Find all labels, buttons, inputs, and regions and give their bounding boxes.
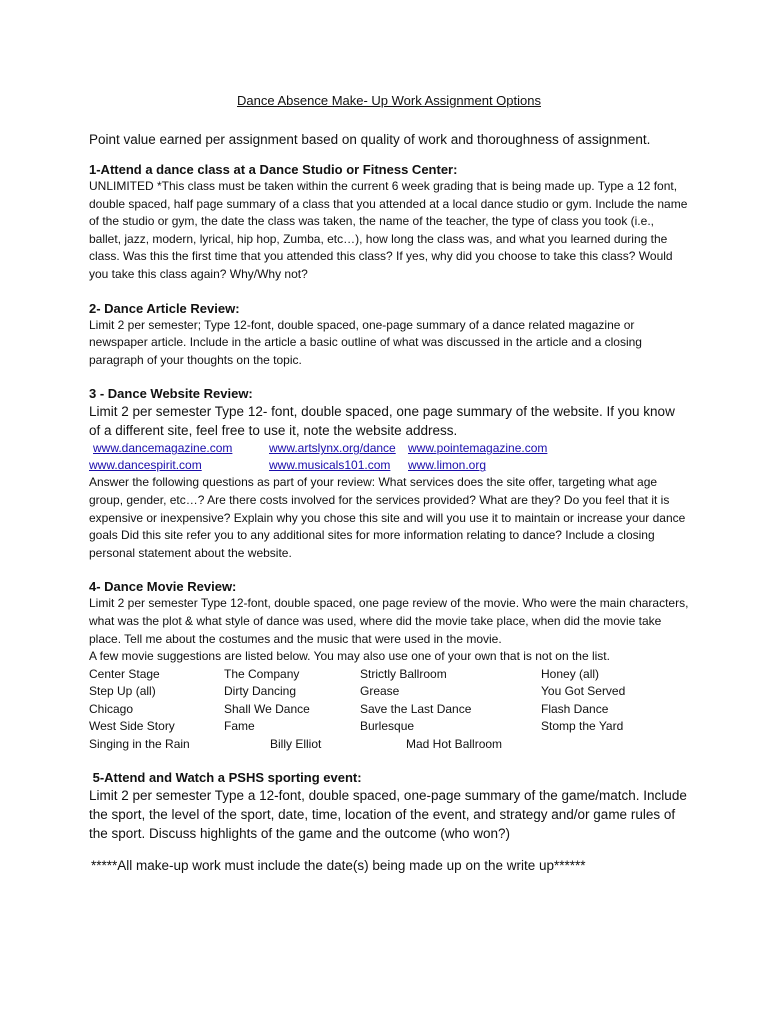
movie-item: Burlesque (360, 719, 415, 734)
link-pointemagazine[interactable]: www.pointemagazine.com (408, 441, 548, 456)
movie-item: Strictly Ballroom (360, 666, 447, 681)
movie-row (89, 701, 689, 719)
website-links (89, 440, 689, 474)
footer-note: *****All make-up work must include the date(s) being made up on the write up****** (91, 858, 586, 874)
link-limon[interactable]: www.limon.org (408, 458, 487, 473)
movie-item: Shall We Dance (224, 701, 310, 716)
movie-item: Mad Hot Ballroom (406, 736, 503, 751)
movie-item: Flash Dance (541, 701, 609, 716)
document-page (89, 93, 689, 874)
movie-list (89, 666, 689, 754)
movie-item: The Company (224, 666, 300, 681)
section-4-text: Limit 2 per semester Type 12-font, double spaced, one page review of the movie. Who were the main characters, what was the plot & what style of dance was used, where did the movie take place, when did the movie take place. Tell me about the costumes and the music that were used in the movie. (89, 596, 689, 646)
section-4-suggestions: A few movie suggestions are listed below. You may also use one of your own that is not on the list. (89, 649, 610, 664)
section-4-heading: 4- Dance Movie Review: (89, 579, 237, 595)
section-3-text: Limit 2 per semester Type 12- font, double spaced, one page summary of the website. If you know of a different site, feel free to use it, note the website address. (89, 404, 675, 439)
link-musicals101[interactable]: www.musicals101.com (269, 458, 391, 473)
movie-item: Chicago (89, 701, 134, 716)
page-title: Dance Absence Make- Up Work Assignment Options (237, 93, 541, 108)
movie-item: Grease (360, 684, 400, 699)
movie-row (89, 736, 689, 754)
section-2-text: Limit 2 per semester; Type 12-font, double spaced, one-page summary of a dance related magazine or newspaper article. Include in the article a basic outline of what was discussed in the article and a closing paragraph of your thoughts on the topic. (89, 317, 642, 367)
movie-item: Honey (all) (541, 666, 600, 681)
section-1-text: UNLIMITED *This class must be taken within the current 6 week grading that is being made up. Type a 12 font, double spaced, half page summary of a class that you attended at a local dance studio or gym. Include the name of the studio or gym, the date the class was taken, the name of the teacher, the type of class you took (i.e., ballet, jazz, modern, lyrical, hip hop, Zumba, etc…), how long the class was, and what you learned during the class. Was this the first time that you attended this class? If yes, why did you choose to take this class? Would you take this class again? Why/Why not? (89, 179, 688, 281)
section-3-heading: 3 - Dance Website Review: (89, 386, 253, 402)
movie-item: Singing in the Rain (89, 736, 190, 751)
section-5-heading: 5-Attend and Watch a PSHS sporting event: (89, 770, 362, 786)
section-3-questions: Answer the following questions as part of your review: What services does the site offer, targeting what age group, gender, etc…? Are there costs involved for the services provided? What are they? Do you feel that it is expensive or inexpensive? Explain why you chose this site and will you use it to maintain or increase your dance goals Did this site refer you to any additional sites for more information relating to dance? Include a closing personal statement about the website. (89, 475, 686, 560)
movie-row (89, 666, 689, 684)
links-row (89, 440, 689, 457)
intro-text: Point value earned per assignment based on quality of work and thoroughness of assignment. (89, 132, 651, 147)
movie-item: Billy Elliot (270, 736, 322, 751)
links-row (89, 457, 689, 474)
movie-row (89, 683, 689, 701)
movie-item: Fame (224, 719, 255, 734)
movie-item: You Got Served (541, 684, 626, 699)
movie-item: Dirty Dancing (224, 684, 297, 699)
movie-item: Save the Last Dance (360, 701, 472, 716)
section-2-heading: 2- Dance Article Review: (89, 300, 240, 316)
section-5-text: Limit 2 per semester Type a 12-font, double spaced, one-page summary of the game/match. Include the sport, the level of the sport, date, time, location of the event, and strategy and/or game rules of the sport. Discuss highlights of the game and the outcome (who won?) (89, 788, 687, 842)
movie-item: Stomp the Yard (541, 719, 624, 734)
link-artslynx[interactable]: www.artslynx.org/dance (269, 441, 396, 456)
movie-row (89, 718, 689, 736)
link-dancespirit[interactable]: www.dancespirit.com (89, 458, 202, 473)
link-dancemagazine[interactable]: www.dancemagazine.com (93, 441, 233, 456)
movie-item: Center Stage (89, 666, 160, 681)
section-1-heading: 1-Attend a dance class at a Dance Studio or Fitness Center: (89, 162, 458, 177)
movie-item: West Side Story (89, 719, 175, 734)
movie-item: Step Up (all) (89, 684, 156, 699)
